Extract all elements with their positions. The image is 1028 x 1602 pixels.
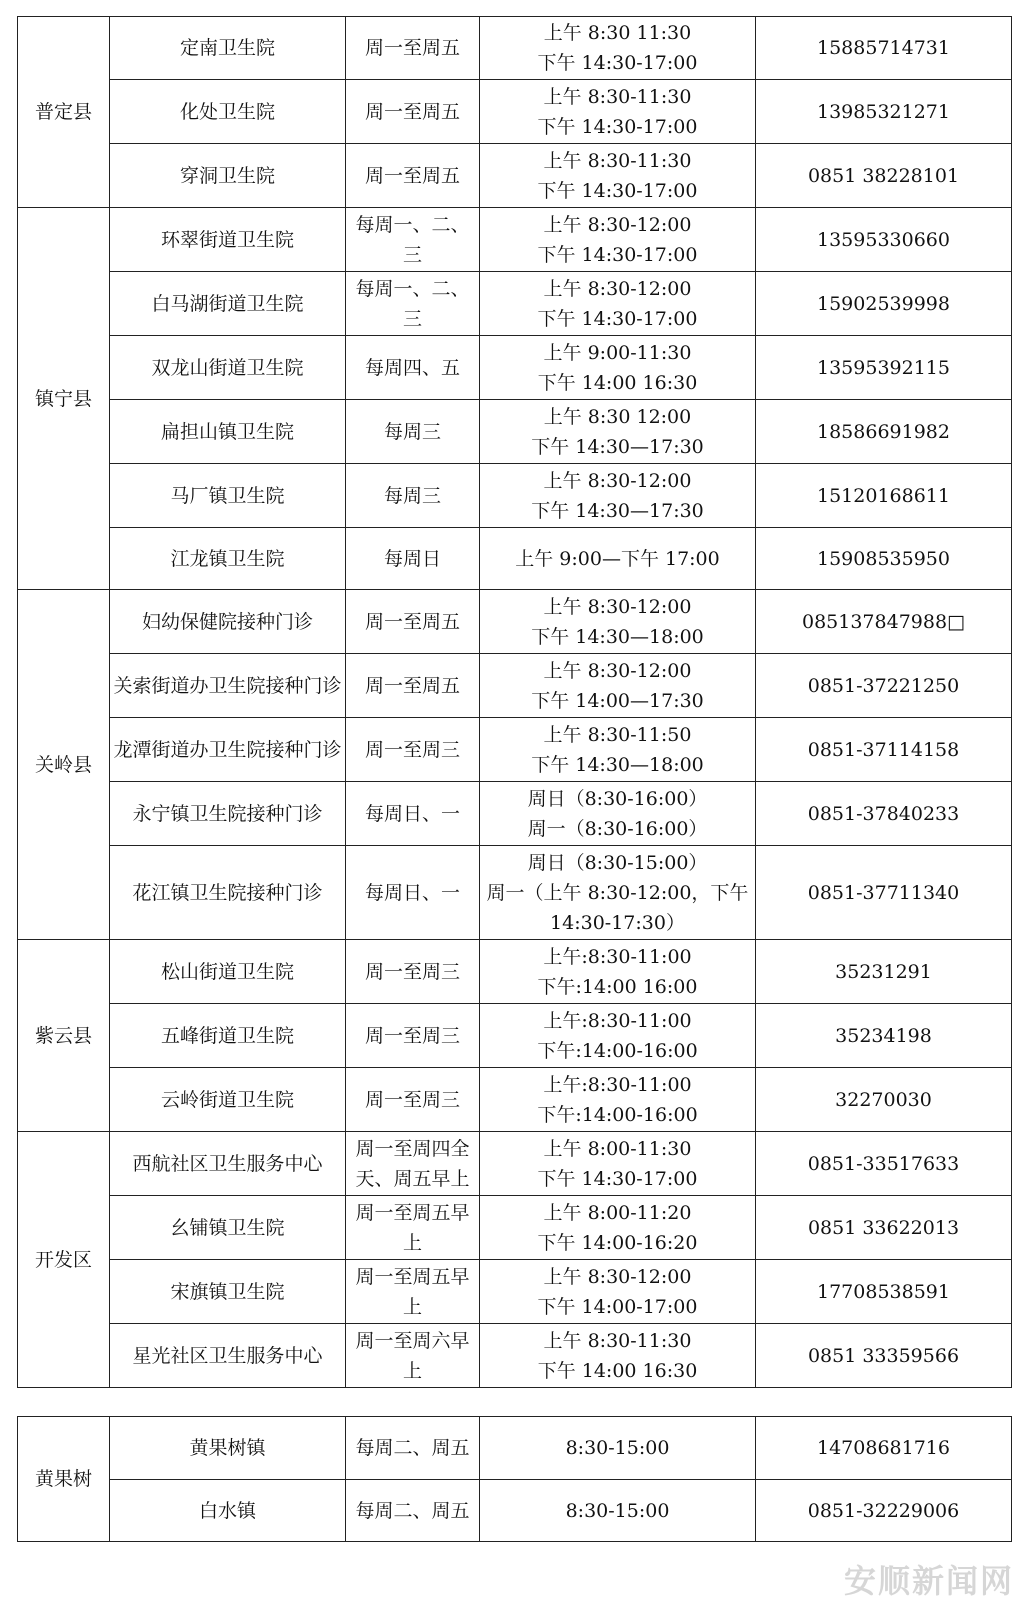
table-row — [18, 1417, 1012, 1480]
phone-cell: 14708681716 — [756, 1417, 1012, 1480]
phone-cell: 13595392115 — [756, 336, 1012, 400]
service-hours-line: 下午 14:30-17:00 — [537, 179, 698, 202]
service-hours-cell — [480, 1132, 756, 1196]
service-hours-line: 上午 8:30-12:00 — [543, 213, 692, 236]
service-hours-cell — [480, 336, 756, 400]
phone-cell: 35234198 — [756, 1004, 1012, 1068]
table-row — [18, 272, 1012, 336]
service-hours-line: 上午 8:00-11:20 — [543, 1201, 692, 1224]
table-row — [18, 17, 1012, 80]
facility-name-cell: 穿洞卫生院 — [110, 144, 346, 208]
service-hours-cell — [480, 782, 756, 846]
district-cell: 紫云县 — [18, 940, 110, 1132]
table-row — [18, 336, 1012, 400]
service-hours-cell — [480, 17, 756, 80]
service-days-cell: 周一至周五 — [346, 80, 480, 144]
service-hours-line: 上午:8:30-11:00 — [543, 1073, 692, 1096]
service-hours-line: 下午 14:30-17:00 — [537, 307, 698, 330]
table-row — [18, 144, 1012, 208]
phone-cell: 15902539998 — [756, 272, 1012, 336]
service-hours-cell — [480, 400, 756, 464]
district-cell: 镇宁县 — [18, 208, 110, 590]
facility-name-cell: 扁担山镇卫生院 — [110, 400, 346, 464]
service-hours-line: 上午 8:30-12:00 — [543, 277, 692, 300]
service-hours-line: 下午 14:30—18:00 — [531, 625, 704, 648]
watermark: 安顺新闻网 — [843, 1562, 1014, 1600]
service-days-cell: 周一至周三 — [346, 1068, 480, 1132]
service-days-cell: 周一至周四全天、周五早上 — [346, 1132, 480, 1196]
phone-cell: 0851-32229006 — [756, 1480, 1012, 1542]
table-row — [18, 590, 1012, 654]
facility-name-cell: 白马湖街道卫生院 — [110, 272, 346, 336]
service-hours-line: 下午 14:00-17:00 — [537, 1295, 698, 1318]
service-days-cell: 周一至周五早上 — [346, 1196, 480, 1260]
facility-name-cell: 龙潭街道办卫生院接种门诊 — [110, 718, 346, 782]
service-days-cell: 每周四、五 — [346, 336, 480, 400]
service-days-cell: 每周日、一 — [346, 846, 480, 940]
district-cell: 关岭县 — [18, 590, 110, 940]
table-row — [18, 464, 1012, 528]
service-days-cell: 周一至周五 — [346, 654, 480, 718]
service-hours-cell — [480, 144, 756, 208]
service-days-cell: 每周一、二、三 — [346, 208, 480, 272]
service-hours-line: 上午 8:30-12:00 — [543, 659, 692, 682]
facility-name-cell: 定南卫生院 — [110, 17, 346, 80]
service-hours-cell — [480, 846, 756, 940]
service-days-cell: 周一至周三 — [346, 940, 480, 1004]
service-hours-line: 下午 14:00 16:30 — [537, 1359, 698, 1382]
phone-cell: 18586691982 — [756, 400, 1012, 464]
table-row — [18, 208, 1012, 272]
table-row — [18, 528, 1012, 590]
service-days-cell: 每周日 — [346, 528, 480, 590]
service-hours-line: 上午 9:00-11:30 — [543, 341, 692, 364]
facility-name-cell: 花江镇卫生院接种门诊 — [110, 846, 346, 940]
phone-cell: 17708538591 — [756, 1260, 1012, 1324]
service-hours-cell — [480, 528, 756, 590]
service-hours-line: 上午 8:30-11:30 — [543, 1329, 692, 1352]
facility-name-cell: 江龙镇卫生院 — [110, 528, 346, 590]
service-hours-cell — [480, 80, 756, 144]
facility-name-cell: 妇幼保健院接种门诊 — [110, 590, 346, 654]
phone-cell: 085137847988□ — [756, 590, 1012, 654]
facility-name-cell: 双龙山街道卫生院 — [110, 336, 346, 400]
table-row — [18, 1004, 1012, 1068]
facility-name-cell: 关索街道办卫生院接种门诊 — [110, 654, 346, 718]
service-days-cell: 每周三 — [346, 464, 480, 528]
table-row — [18, 782, 1012, 846]
service-hours-line: 下午 14:30—17:30 — [531, 435, 704, 458]
service-hours-line: 上午:8:30-11:00 — [543, 945, 692, 968]
phone-cell: 0851 33359566 — [756, 1324, 1012, 1388]
table-row — [18, 1480, 1012, 1542]
phone-cell: 0851-37221250 — [756, 654, 1012, 718]
service-hours-line: 周日（8:30-16:00） — [527, 787, 708, 810]
service-hours-line: 下午:14:00-16:00 — [537, 1103, 698, 1126]
phone-cell: 13985321271 — [756, 80, 1012, 144]
service-hours-line: 下午 14:30—18:00 — [531, 753, 704, 776]
phone-cell: 0851-37114158 — [756, 718, 1012, 782]
table-row — [18, 940, 1012, 1004]
service-days-cell: 周一至周五 — [346, 144, 480, 208]
facility-name-cell: 宋旗镇卫生院 — [110, 1260, 346, 1324]
phone-cell: 0851 33622013 — [756, 1196, 1012, 1260]
service-days-cell: 每周一、二、三 — [346, 272, 480, 336]
service-hours-line: 下午 14:30-17:00 — [537, 115, 698, 138]
service-hours-line: 上午 8:30-12:00 — [543, 1265, 692, 1288]
service-hours-line: 下午 14:30—17:30 — [531, 499, 704, 522]
service-hours-line: 周一（8:30-16:00） — [527, 817, 708, 840]
table-row — [18, 1260, 1012, 1324]
phone-cell: 15120168611 — [756, 464, 1012, 528]
service-days-cell: 每周三 — [346, 400, 480, 464]
facility-name-cell: 永宁镇卫生院接种门诊 — [110, 782, 346, 846]
service-hours-line: 下午:14:00-16:00 — [537, 1039, 698, 1062]
district-cell: 开发区 — [18, 1132, 110, 1388]
phone-cell: 0851-33517633 — [756, 1132, 1012, 1196]
table-row — [18, 400, 1012, 464]
table-row — [18, 80, 1012, 144]
phone-cell: 0851 38228101 — [756, 144, 1012, 208]
service-hours-cell — [480, 1480, 756, 1542]
facility-name-cell: 黄果树镇 — [110, 1417, 346, 1480]
service-hours-cell — [480, 272, 756, 336]
service-days-cell: 周一至周六早上 — [346, 1324, 480, 1388]
table-row — [18, 1324, 1012, 1388]
facility-name-cell: 云岭街道卫生院 — [110, 1068, 346, 1132]
table-row — [18, 718, 1012, 782]
service-hours-cell — [480, 940, 756, 1004]
service-hours-cell — [480, 590, 756, 654]
facility-name-cell: 星光社区卫生服务中心 — [110, 1324, 346, 1388]
service-hours-line: 下午 14:00-16:20 — [537, 1231, 698, 1254]
facility-name-cell: 西航社区卫生服务中心 — [110, 1132, 346, 1196]
facility-name-cell: 马厂镇卫生院 — [110, 464, 346, 528]
service-hours-line: 上午 8:30-12:00 — [543, 469, 692, 492]
service-days-cell: 每周二、周五 — [346, 1480, 480, 1542]
service-hours-line: 下午 14:30-17:00 — [537, 52, 698, 74]
service-days-cell: 周一至周五 — [346, 590, 480, 654]
service-hours-line: 8:30-15:00 — [565, 1499, 670, 1522]
vaccination-schedule-table-continued — [17, 1416, 1012, 1542]
service-hours-line: 上午 8:30-11:30 — [543, 85, 692, 108]
table-row — [18, 1068, 1012, 1132]
service-hours-cell — [480, 1004, 756, 1068]
table-row — [18, 846, 1012, 940]
service-hours-cell — [480, 1196, 756, 1260]
vaccination-schedule-table — [17, 16, 1012, 1388]
service-hours-cell — [480, 718, 756, 782]
service-hours-line: 周一（上午 8:30-12:00，下午 — [486, 881, 749, 904]
service-days-cell: 周一至周三 — [346, 718, 480, 782]
service-hours-line: 上午 8:30-11:30 — [543, 149, 692, 172]
service-hours-line: 周日（8:30-15:00） — [527, 851, 708, 874]
phone-cell: 35231291 — [756, 940, 1012, 1004]
service-hours-cell — [480, 464, 756, 528]
service-hours-cell — [480, 208, 756, 272]
service-hours-line: 上午 8:30-11:50 — [543, 723, 692, 746]
district-cell: 普定县 — [18, 17, 110, 208]
service-hours-cell — [480, 1417, 756, 1480]
district-cell: 黄果树 — [18, 1417, 110, 1542]
service-hours-line: 下午 14:00—17:30 — [531, 689, 704, 712]
service-days-cell: 每周日、一 — [346, 782, 480, 846]
service-hours-line: 8:30-15:00 — [565, 1437, 670, 1459]
service-days-cell: 周一至周五 — [346, 17, 480, 80]
service-days-cell: 周一至周五早上 — [346, 1260, 480, 1324]
phone-cell: 32270030 — [756, 1068, 1012, 1132]
service-hours-line: 上午 8:30-12:00 — [543, 595, 692, 618]
facility-name-cell: 松山街道卫生院 — [110, 940, 346, 1004]
service-hours-line: 上午 9:00—下午 17:00 — [515, 547, 720, 570]
service-hours-line: 上午 8:30 11:30 — [543, 22, 692, 44]
table-row — [18, 654, 1012, 718]
service-hours-line: 下午 14:00 16:30 — [537, 371, 698, 394]
service-days-cell: 每周二、周五 — [346, 1417, 480, 1480]
phone-cell: 0851-37840233 — [756, 782, 1012, 846]
phone-cell: 15885714731 — [756, 17, 1012, 80]
phone-cell: 0851-37711340 — [756, 846, 1012, 940]
service-hours-cell — [480, 654, 756, 718]
service-hours-cell — [480, 1068, 756, 1132]
phone-cell: 15908535950 — [756, 528, 1012, 590]
facility-name-cell: 环翠街道卫生院 — [110, 208, 346, 272]
facility-name-cell: 化处卫生院 — [110, 80, 346, 144]
service-hours-line: 上午 8:30 12:00 — [543, 405, 692, 428]
service-hours-line: 上午:8:30-11:00 — [543, 1009, 692, 1032]
facility-name-cell: 幺铺镇卫生院 — [110, 1196, 346, 1260]
service-hours-line: 上午 8:00-11:30 — [543, 1137, 692, 1160]
table-row — [18, 1132, 1012, 1196]
facility-name-cell: 白水镇 — [110, 1480, 346, 1542]
facility-name-cell: 五峰街道卫生院 — [110, 1004, 346, 1068]
table-row — [18, 1196, 1012, 1260]
service-hours-line: 下午:14:00 16:00 — [537, 975, 698, 998]
service-hours-cell — [480, 1324, 756, 1388]
service-hours-cell — [480, 1260, 756, 1324]
service-days-cell: 周一至周三 — [346, 1004, 480, 1068]
service-hours-line: 下午 14:30-17:00 — [537, 243, 698, 266]
service-hours-line: 14:30-17:30） — [550, 911, 685, 934]
phone-cell: 13595330660 — [756, 208, 1012, 272]
service-hours-line: 下午 14:30-17:00 — [537, 1167, 698, 1190]
